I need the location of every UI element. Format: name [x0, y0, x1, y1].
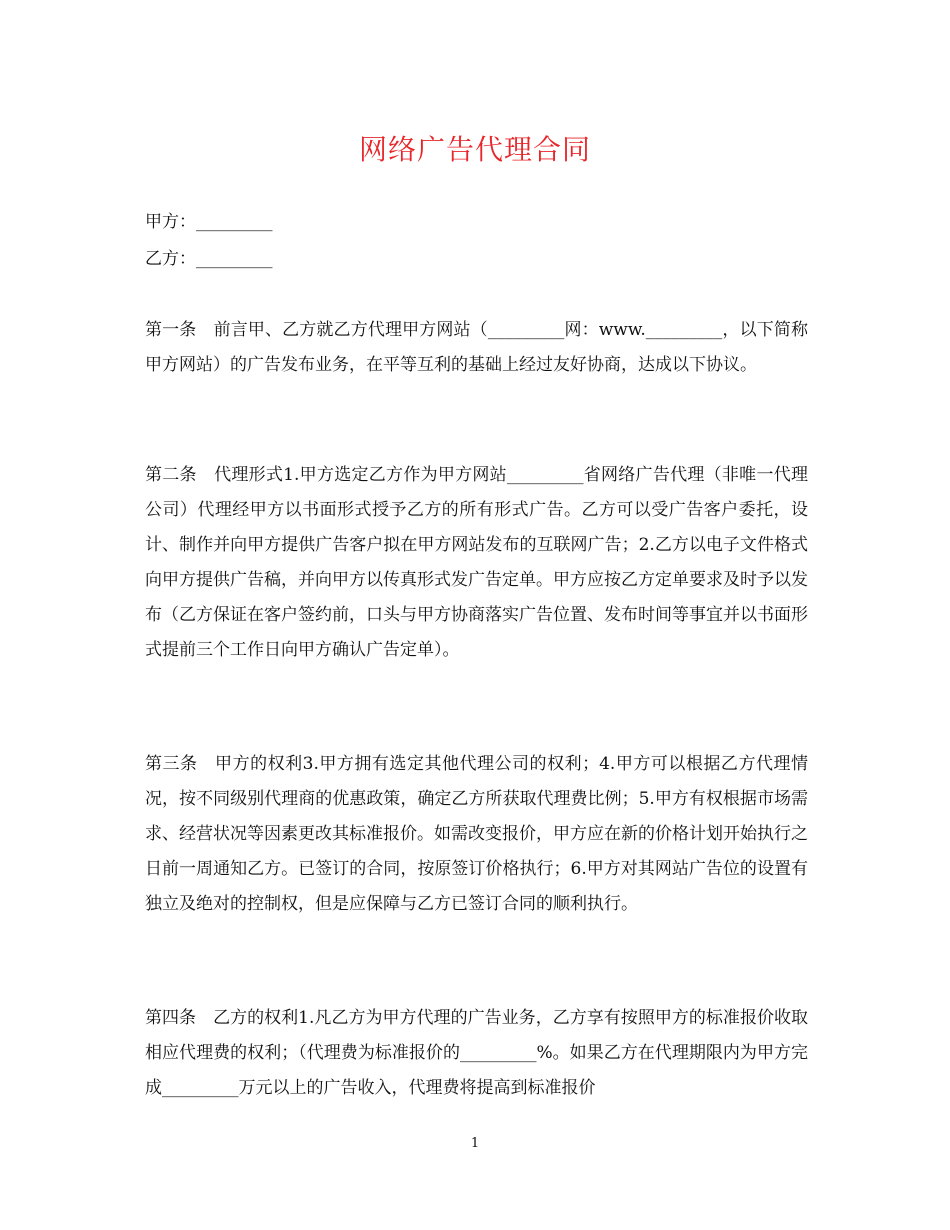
article-3: 第三条 甲方的权利3.甲方拥有选定其他代理公司的权利；4.甲方可以根据乙方代理情况，按不同级别代理商的优惠政策，确定乙方所获取代理费比例；5.甲方有权根据市场需求、经营状况等因素更改其标准报价。如需改变报价，甲方应在新的价格计划开始执行之日前一周通知乙方。已签订的合同，按原签订价格执行；6.甲方对其网站广告位的设置有独立及绝对的控制权，但是应保障与乙方已签订合同的顺利执行。	[145, 754, 808, 914]
page-number: 1	[470, 1136, 480, 1151]
document-title: 网络广告代理合同	[358, 133, 591, 166]
party-b-line: 乙方：_________	[145, 249, 273, 269]
article-2: 第二条 代理形式1.甲方选定乙方作为甲方网站_________省网络广告代理（非唯一代理公司）代理经甲方以书面形式授予乙方的所有形式广告。乙方可以受广告客户委托，设计、制作并向甲方提供广告客户拟在甲方网站发布的互联网广告；2.乙方以电子文件格式向甲方提供广告稿，并向甲方以传真形式发广告定单。甲方应按乙方定单要求及时予以发布（乙方保证在客户签约前，口头与甲方协商落实广告位置、发布时间等事宜并以书面形式提前三个工作日向甲方确认广告定单）。	[145, 465, 808, 660]
article-4: 第四条 乙方的权利1.凡乙方为甲方代理的广告业务，乙方享有按照甲方的标准报价收取相应代理费的权利；（代理费为标准报价的_________%。如果乙方在代理期限内为甲方完成_________万元以上的广告收入，代理费将提高到标准报价	[145, 1008, 808, 1098]
article-1: 第一条 前言甲、乙方就乙方代理甲方网站（_________网：www._________，以下简称甲方网站）的广告发布业务，在平等互利的基础上经过友好协商，达成以下协议。	[145, 320, 808, 375]
party-a-line: 甲方：_________	[145, 212, 273, 232]
